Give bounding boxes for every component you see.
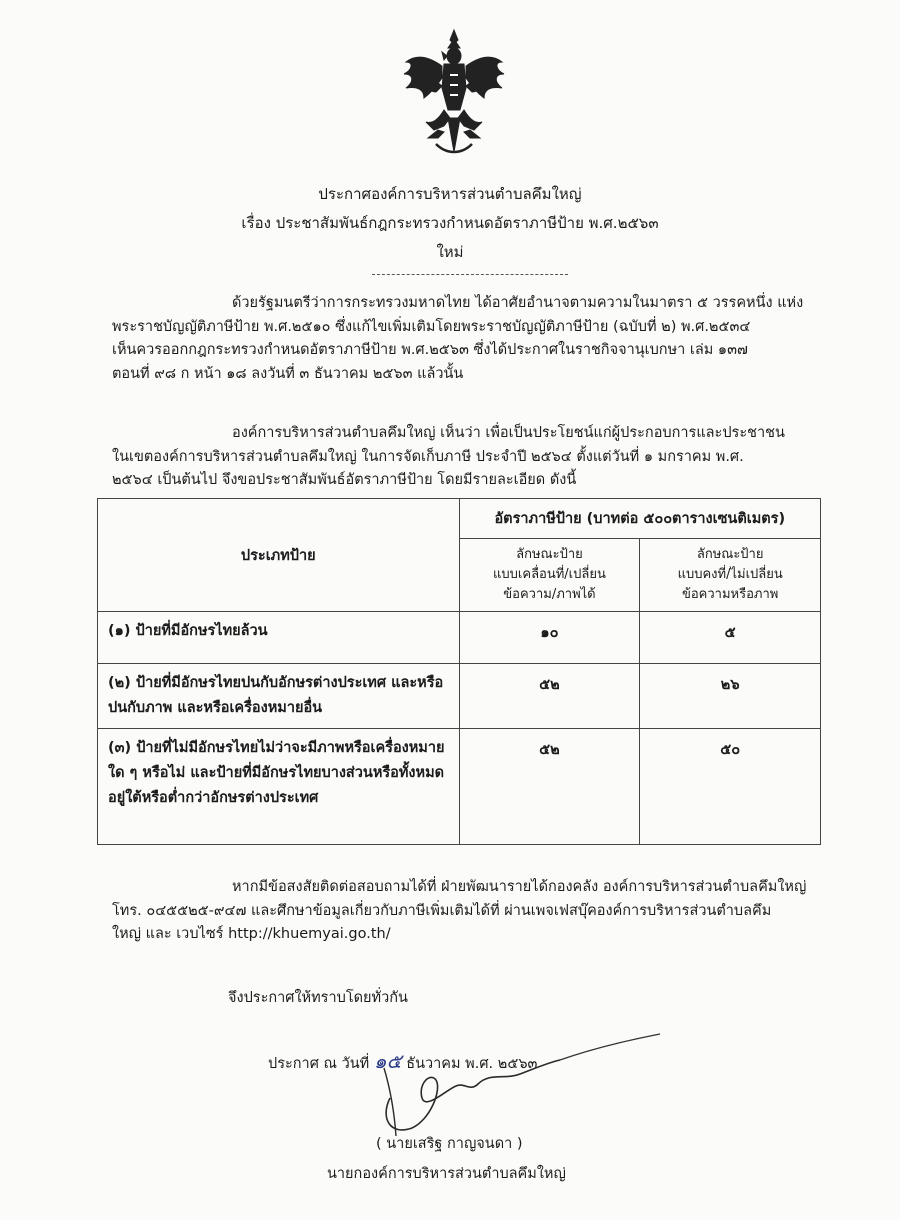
title-divider — [372, 274, 568, 275]
paragraph-line: ด้วยรัฐมนตรีว่าการกระทรวงมหาดไทย ได้อาศัยอำนาจตามความในมาตรา ๕ วรรคหนึ่ง แห่ง — [232, 295, 804, 311]
garuda-emblem-icon — [398, 26, 510, 156]
announce-month: ธันวาคม พ.ศ. — [406, 1056, 494, 1072]
paragraph-contact — [112, 876, 827, 947]
column-header-movable — [459, 539, 640, 612]
rate-fixed-cell: ๒๖ — [640, 664, 821, 729]
rate-movable-cell: ๑๐ — [459, 612, 640, 664]
paragraph-line: ใหญ่ และ เวบไซร์ http://khuemyai.go.th/ — [112, 926, 391, 942]
rate-movable-cell: ๕๒ — [459, 729, 640, 845]
paragraph-intro — [112, 292, 822, 386]
rate-fixed-cell: ๕ — [640, 612, 821, 664]
header-line: ลักษณะป้าย — [516, 547, 583, 562]
paragraph-line: พระราชบัญญัติภาษีป้าย พ.ศ.๒๕๑๐ ซึ่งแก้ไขเพิ่มเติมโดยพระราชบัญญัติภาษีป้าย (ฉบับที่ ๒) พ.ศ.๒๕๓๔ — [112, 318, 751, 335]
paragraph-line: ตอนที่ ๙๘ ก หน้า ๑๘ ลงวันที่ ๓ ธันวาคม ๒๕๖๓ แล้วนั้น — [112, 365, 464, 382]
table-row — [98, 729, 821, 845]
signature-mark — [360, 1028, 670, 1138]
paragraph-purpose — [112, 422, 822, 493]
paragraph-line: ๒๕๖๔ เป็นต้นไป จึงขอประชาสัมพันธ์อัตราภาษีป้าย โดยมีรายละเอียด ดังนี้ — [112, 472, 577, 488]
announce-year: ๒๕๖๓ — [497, 1056, 538, 1072]
paragraph-line: ในเขตองค์การบริหารส่วนตำบลคึมใหญ่ ในการจัดเก็บภาษี ประจำปี ๒๕๖๔ ตั้งแต่วันที่ ๑ มกราคม พ.ศ. — [112, 448, 744, 465]
header-line: แบบคงที่/ไม่เปลี่ยน — [677, 567, 783, 582]
announcement-title: ประกาศองค์การบริหารส่วนตำบลคึมใหญ่ — [318, 185, 582, 203]
sign-type-cell: (๑) ป้ายที่มีอักษรไทยล้วน — [98, 612, 460, 664]
paragraph-line: หากมีข้อสงสัยติดต่อสอบถามได้ที่ ฝ่ายพัฒนารายได้กองคลัง องค์การบริหารส่วนตำบลคึมใหญ่ — [232, 879, 807, 895]
announce-prefix: ประกาศ ณ วันที่ — [268, 1056, 370, 1072]
header-line: ลักษณะป้าย — [696, 547, 764, 562]
column-header-type: ประเภทป้าย — [98, 499, 460, 612]
announce-day: ๑๕ — [373, 1049, 402, 1073]
header-line: แบบเคลื่อนที่/เปลี่ยน — [493, 567, 606, 582]
header-line: ข้อความ/ภาพได้ — [503, 587, 596, 602]
rate-fixed-cell: ๕๐ — [640, 729, 821, 845]
header-line: ข้อความหรือภาพ — [681, 587, 779, 602]
table-row — [98, 664, 821, 729]
signer-position: นายกองค์การบริหารส่วนตำบลคึมใหญ่ — [327, 1166, 566, 1182]
rate-movable-cell: ๕๒ — [459, 664, 640, 729]
paragraph-line: องค์การบริหารส่วนตำบลคึมใหญ่ เห็นว่า เพื่อเป็นประโยชน์แก่ผู้ประกอบการและประชาชน — [232, 425, 785, 441]
table-row — [98, 612, 821, 664]
signer-name: ( นายเสริฐ กาญจนดา ) — [376, 1136, 523, 1152]
sign-type-cell: (๒) ป้ายที่มีอักษรไทยปนกับอักษรต่างประเทศ และหรือปนกับภาพ และหรือเครื่องหมายอื่น — [98, 664, 460, 729]
column-header-rate: อัตราภาษีป้าย (บาทต่อ ๕๐๐ตารางเซนติเมตร) — [459, 499, 820, 539]
sign-type-cell: (๓) ป้ายที่ไม่มีอักษรไทยไม่ว่าจะมีภาพหรือเครื่องหมายใด ๆ หรือไม่ และป้ายที่มีอักษรไทยบางส่วนหรือทั้งหมดอยู่ใต้หรือต่ำกว่าอักษรต่างประเทศ — [98, 729, 460, 845]
paragraph-line: โทร. ๐๔๕๕๒๕-๙๔๗ และศึกษาข้อมูลเกี่ยวกับภาษีเพิ่มเติมได้ที่ ผ่านเพจเฟสบุ๊คองค์การบริหารส่วนตำบลคึม — [112, 902, 772, 919]
subject-suffix: ใหม่ — [436, 243, 464, 261]
tax-rate-table — [97, 498, 821, 845]
closing-line: จึงประกาศให้ทราบโดยทั่วกัน — [228, 990, 408, 1006]
subject-line: เรื่อง ประชาสัมพันธ์กฎกระทรวงกำหนดอัตราภาษีป้าย พ.ศ.๒๕๖๓ — [241, 214, 659, 232]
column-header-fixed — [640, 539, 821, 612]
paragraph-line: เห็นควรออกกฎกระทรวงกำหนดอัตราภาษีป้าย พ.ศ.๒๕๖๓ ซึ่งได้ประกาศในราชกิจจานุเบกษา เล่ม ๑๓๗ — [112, 342, 748, 358]
